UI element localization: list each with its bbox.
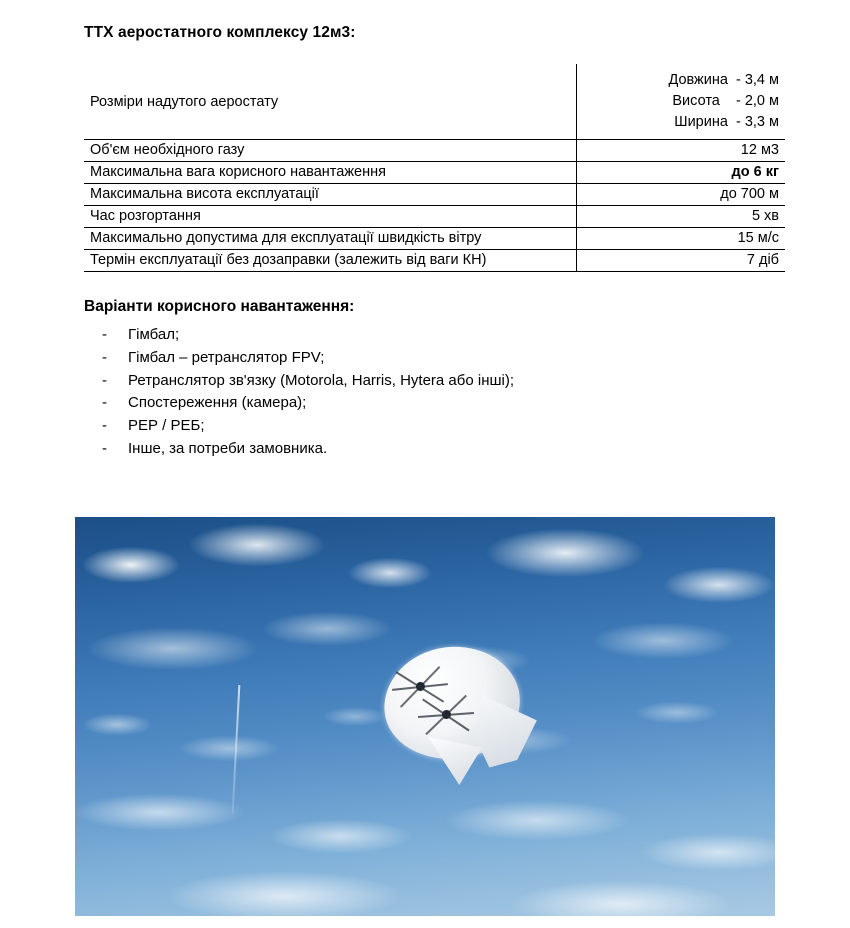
aerostat-photo (75, 517, 775, 916)
dimension-width: Ширина - 3,3 м (674, 114, 779, 131)
payload-section-title: Варіанти корисного навантаження: (84, 298, 355, 316)
page-title: ТТХ аеростатного комплексу 12м3: (84, 24, 356, 41)
list-item (102, 347, 770, 370)
spec-label: Термін експлуатації без дозаправки (залежить від ваги КН) (84, 250, 577, 272)
spec-value: до 6 кг (577, 162, 786, 184)
rotor-icon (417, 703, 474, 727)
spec-label: Об'єм необхідного газу (84, 140, 577, 162)
list-item (102, 370, 770, 393)
list-item (102, 324, 770, 347)
table-row (84, 140, 785, 162)
spec-value: 7 діб (577, 250, 786, 272)
bullet-dash: - (102, 440, 107, 458)
list-item (102, 438, 770, 461)
table-row (84, 228, 785, 250)
list-item-label: Гімбал – ретранслятор FPV; (128, 348, 325, 366)
spec-value: 12 м3 (577, 140, 786, 162)
list-item-label: Спостереження (камера); (128, 394, 307, 412)
dimension-height: Висота - 2,0 м (672, 93, 779, 110)
specifications-table (84, 64, 785, 272)
table-row (84, 250, 785, 272)
table-row (84, 162, 785, 184)
aerostat-balloon (370, 637, 560, 817)
bullet-dash: - (102, 326, 107, 344)
document-content (84, 24, 779, 461)
list-item (102, 392, 770, 415)
spec-label: Розміри надутого аеростату (84, 64, 577, 140)
spec-value: до 700 м (577, 184, 786, 206)
list-item-label: РЕР / РЕБ; (128, 417, 205, 435)
list-item-label: Ретранслятор зв'язку (Motorola, Harris, Hytera або інші); (128, 371, 515, 389)
spec-value: 15 м/с (577, 228, 786, 250)
dimension-length: Довжина - 3,4 м (668, 72, 779, 88)
list-item-label: Гімбал; (128, 326, 180, 344)
spec-label: Максимально допустима для експлуатації швидкість вітру (84, 228, 577, 250)
spec-value: 5 хв (577, 206, 786, 228)
list-item-label: Інше, за потреби замовника. (128, 440, 328, 458)
bullet-dash: - (102, 394, 107, 412)
spec-label: Максимальна висота експлуатації (84, 184, 577, 206)
spec-label: Час розгортання (84, 206, 577, 228)
bullet-dash: - (102, 417, 107, 435)
bullet-dash: - (102, 371, 107, 389)
payload-list (84, 324, 770, 461)
spec-label: Максимальна вага корисного навантаження (84, 162, 577, 184)
list-item (102, 415, 770, 438)
table-row (84, 184, 785, 206)
table-row (84, 64, 785, 140)
spec-value-dimensions (577, 64, 786, 140)
bullet-dash: - (102, 348, 107, 366)
table-row (84, 206, 785, 228)
